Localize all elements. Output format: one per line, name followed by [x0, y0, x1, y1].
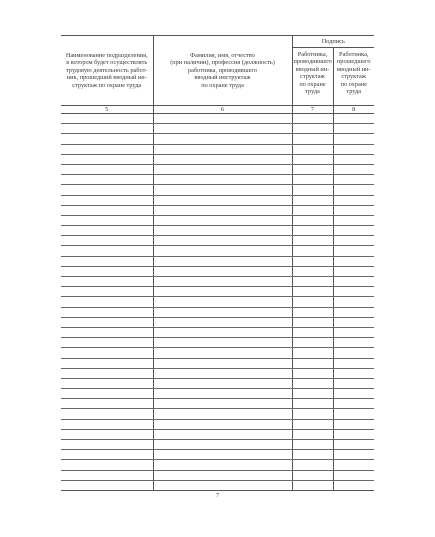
- table-cell-col7[interactable]: [292, 419, 333, 429]
- table-cell-col5[interactable]: [61, 226, 153, 236]
- table-cell-col5[interactable]: [61, 124, 153, 134]
- table-cell-col6[interactable]: [153, 480, 292, 490]
- table-cell-col5[interactable]: [61, 470, 153, 480]
- table-row: [61, 114, 374, 124]
- table-cell-col7[interactable]: [292, 287, 333, 297]
- table-cell-col8[interactable]: [333, 409, 374, 419]
- table-cell-col7[interactable]: [292, 175, 333, 185]
- table-cell-col5[interactable]: [61, 409, 153, 419]
- table-cell-col6[interactable]: [153, 358, 292, 368]
- table-row: [61, 215, 374, 225]
- table-cell-col6[interactable]: [153, 348, 292, 358]
- table-row: [61, 154, 374, 164]
- table-cell-col7[interactable]: [292, 460, 333, 470]
- table-cell-col5[interactable]: [61, 266, 153, 276]
- table-cell-col8[interactable]: [333, 114, 374, 124]
- header-col6-text: Фамилия, имя, отчество (при наличии), профессия (должность) работника, проводившего вводный инструктаж по охране труда: [170, 51, 275, 89]
- table-row: [61, 205, 374, 215]
- table-cell-col5[interactable]: [61, 317, 153, 327]
- table-cell-col7[interactable]: [292, 317, 333, 327]
- table-cell-col6[interactable]: [153, 215, 292, 225]
- table-row: [61, 429, 374, 439]
- table-cell-col7[interactable]: [292, 297, 333, 307]
- table-cell-col8[interactable]: [333, 480, 374, 490]
- table-cell-col8[interactable]: [333, 317, 374, 327]
- table-cell-col7[interactable]: [292, 185, 333, 195]
- table-cell-col6[interactable]: [153, 460, 292, 470]
- table-cell-col8[interactable]: [333, 134, 374, 144]
- table-cell-col5[interactable]: [61, 175, 153, 185]
- table-cell-col8[interactable]: [333, 236, 374, 246]
- table-row: [61, 409, 374, 419]
- table-cell-col6[interactable]: [153, 256, 292, 266]
- table-cell-col8[interactable]: [333, 389, 374, 399]
- table-cell-col8[interactable]: [333, 399, 374, 409]
- table-cell-col7[interactable]: [292, 164, 333, 174]
- table-cell-col8[interactable]: [333, 419, 374, 429]
- briefing-journal-table: [61, 35, 374, 491]
- table-cell-col6[interactable]: [153, 277, 292, 287]
- header-col6: [153, 36, 292, 106]
- table-row: [61, 470, 374, 480]
- table-cell-col6[interactable]: [153, 154, 292, 164]
- table-cell-col5[interactable]: [61, 114, 153, 124]
- table-cell-col6[interactable]: [153, 368, 292, 378]
- column-number-6: 6: [153, 106, 292, 114]
- table-row: [61, 389, 374, 399]
- table-cell-col7[interactable]: [292, 256, 333, 266]
- table-row: [61, 348, 374, 358]
- table-cell-col8[interactable]: [333, 470, 374, 480]
- table-cell-col5[interactable]: [61, 144, 153, 154]
- table-cell-col6[interactable]: [153, 175, 292, 185]
- table-cell-col6[interactable]: [153, 287, 292, 297]
- table-cell-col8[interactable]: [333, 246, 374, 256]
- table-cell-col5[interactable]: [61, 287, 153, 297]
- table-row: [61, 195, 374, 205]
- table-cell-col8[interactable]: [333, 277, 374, 287]
- table-row: [61, 378, 374, 388]
- table-cell-col6[interactable]: [153, 389, 292, 399]
- table-row: [61, 480, 374, 490]
- table-cell-col6[interactable]: [153, 440, 292, 450]
- table-row: [61, 266, 374, 276]
- header-col7-text: Работника, проводившего вводный ин- структаж по охране труда: [293, 51, 332, 96]
- table-row: [61, 419, 374, 429]
- table-cell-col8[interactable]: [333, 144, 374, 154]
- table-cell-col7[interactable]: [292, 226, 333, 236]
- column-number-7: 7: [292, 106, 333, 114]
- table-cell-col6[interactable]: [153, 399, 292, 409]
- table-cell-col7[interactable]: [292, 389, 333, 399]
- table-cell-col7[interactable]: [292, 327, 333, 337]
- table-cell-col7[interactable]: [292, 338, 333, 348]
- table-cell-col7[interactable]: [292, 215, 333, 225]
- table-cell-col5[interactable]: [61, 256, 153, 266]
- table-row: [61, 175, 374, 185]
- table-row: [61, 368, 374, 378]
- table-cell-col6[interactable]: [153, 450, 292, 460]
- table-row: [61, 287, 374, 297]
- header-col5: [61, 36, 153, 106]
- table-cell-col6[interactable]: [153, 195, 292, 205]
- table-row: [61, 297, 374, 307]
- table-cell-col5[interactable]: [61, 348, 153, 358]
- table-cell-col5[interactable]: [61, 154, 153, 164]
- table-cell-col7[interactable]: [292, 348, 333, 358]
- table-cell-col8[interactable]: [333, 287, 374, 297]
- header-col7: [292, 48, 333, 106]
- table-cell-col7[interactable]: [292, 266, 333, 276]
- table-cell-col5[interactable]: [61, 164, 153, 174]
- table-cell-col6[interactable]: [153, 226, 292, 236]
- table-cell-col8[interactable]: [333, 226, 374, 236]
- table-row: [61, 236, 374, 246]
- table-row: [61, 277, 374, 287]
- table-cell-col6[interactable]: [153, 297, 292, 307]
- table-row: [61, 185, 374, 195]
- table-cell-col8[interactable]: [333, 256, 374, 266]
- table-cell-col6[interactable]: [153, 307, 292, 317]
- table-cell-col8[interactable]: [333, 185, 374, 195]
- table-cell-col7[interactable]: [292, 236, 333, 246]
- table-row: [61, 226, 374, 236]
- table-cell-col8[interactable]: [333, 338, 374, 348]
- table-cell-col6[interactable]: [153, 317, 292, 327]
- table-cell-col7[interactable]: [292, 358, 333, 368]
- table-cell-col6[interactable]: [153, 327, 292, 337]
- table-cell-col7[interactable]: [292, 154, 333, 164]
- table-cell-col8[interactable]: [333, 195, 374, 205]
- table-cell-col5[interactable]: [61, 297, 153, 307]
- table-cell-col8[interactable]: [333, 205, 374, 215]
- table-cell-col6[interactable]: [153, 205, 292, 215]
- table-cell-col5[interactable]: [61, 368, 153, 378]
- table-cell-col6[interactable]: [153, 378, 292, 388]
- header-col5-text: Наименование подразделения, в котором будет осуществлять трудовую деятельность работ- ник, прошедший вводный ин- структаж по охране труда: [65, 51, 148, 89]
- table-cell-col7[interactable]: [292, 378, 333, 388]
- table-cell-col8[interactable]: [333, 378, 374, 388]
- table-cell-col5[interactable]: [61, 205, 153, 215]
- table-cell-col6[interactable]: [153, 246, 292, 256]
- table-cell-col5[interactable]: [61, 338, 153, 348]
- table-cell-col8[interactable]: [333, 307, 374, 317]
- table-row: [61, 460, 374, 470]
- table-cell-col7[interactable]: [292, 450, 333, 460]
- journal-body: [61, 114, 374, 491]
- table-cell-col8[interactable]: [333, 297, 374, 307]
- table-cell-col5[interactable]: [61, 277, 153, 287]
- header-col8: [333, 48, 374, 106]
- table-row: [61, 450, 374, 460]
- table-cell-col6[interactable]: [153, 470, 292, 480]
- table-row: [61, 327, 374, 337]
- table-cell-col6[interactable]: [153, 114, 292, 124]
- column-number-8: 8: [333, 106, 374, 114]
- table-cell-col8[interactable]: [333, 266, 374, 276]
- table-cell-col8[interactable]: [333, 215, 374, 225]
- table-cell-col6[interactable]: [153, 429, 292, 439]
- table-cell-col6[interactable]: [153, 144, 292, 154]
- table-cell-col8[interactable]: [333, 358, 374, 368]
- table-cell-col6[interactable]: [153, 164, 292, 174]
- table-cell-col5[interactable]: [61, 389, 153, 399]
- table-cell-col8[interactable]: [333, 460, 374, 470]
- table-cell-col8[interactable]: [333, 124, 374, 134]
- table-cell-col7[interactable]: [292, 368, 333, 378]
- table-cell-col7[interactable]: [292, 246, 333, 256]
- table-cell-col8[interactable]: [333, 175, 374, 185]
- page-number: 7: [215, 492, 220, 499]
- table-cell-col7[interactable]: [292, 399, 333, 409]
- table-cell-col8[interactable]: [333, 440, 374, 450]
- table-row: [61, 338, 374, 348]
- table-cell-col6[interactable]: [153, 185, 292, 195]
- table-row: [61, 134, 374, 144]
- table-cell-col7[interactable]: [292, 429, 333, 439]
- table-row: [61, 440, 374, 450]
- table-cell-col5[interactable]: [61, 246, 153, 256]
- table-cell-col7[interactable]: [292, 307, 333, 317]
- table-cell-col6[interactable]: [153, 409, 292, 419]
- table-cell-col8[interactable]: [333, 154, 374, 164]
- table-cell-col5[interactable]: [61, 378, 153, 388]
- table-cell-col8[interactable]: [333, 348, 374, 358]
- table-cell-col7[interactable]: [292, 205, 333, 215]
- table-cell-col7[interactable]: [292, 124, 333, 134]
- table-cell-col5[interactable]: [61, 419, 153, 429]
- column-number-5: 5: [61, 106, 153, 114]
- table-cell-col8[interactable]: [333, 164, 374, 174]
- table-cell-col7[interactable]: [292, 409, 333, 419]
- table-cell-col5[interactable]: [61, 134, 153, 144]
- table-row: [61, 144, 374, 154]
- table-row: [61, 358, 374, 368]
- table-cell-col6[interactable]: [153, 124, 292, 134]
- table-cell-col5[interactable]: [61, 440, 153, 450]
- table-cell-col7[interactable]: [292, 440, 333, 450]
- table-cell-col5[interactable]: [61, 185, 153, 195]
- table-cell-col6[interactable]: [153, 236, 292, 246]
- table-cell-col6[interactable]: [153, 338, 292, 348]
- table-cell-col6[interactable]: [153, 266, 292, 276]
- table-cell-col7[interactable]: [292, 277, 333, 287]
- table-cell-col8[interactable]: [333, 327, 374, 337]
- header-signature-group: Подпись: [292, 36, 374, 48]
- table-cell-col6[interactable]: [153, 134, 292, 144]
- table-cell-col5[interactable]: [61, 327, 153, 337]
- table-cell-col8[interactable]: [333, 429, 374, 439]
- table-cell-col7[interactable]: [292, 480, 333, 490]
- table-cell-col5[interactable]: [61, 307, 153, 317]
- table-cell-col8[interactable]: [333, 368, 374, 378]
- table-row: [61, 246, 374, 256]
- table-cell-col7[interactable]: [292, 134, 333, 144]
- table-row: [61, 164, 374, 174]
- table-row: [61, 256, 374, 266]
- table-cell-col7[interactable]: [292, 114, 333, 124]
- table-row: [61, 399, 374, 409]
- table-cell-col7[interactable]: [292, 195, 333, 205]
- table-cell-col5[interactable]: [61, 399, 153, 409]
- table-cell-col7[interactable]: [292, 470, 333, 480]
- table-cell-col5[interactable]: [61, 480, 153, 490]
- table-row: [61, 307, 374, 317]
- table-row: [61, 124, 374, 134]
- table-cell-col5[interactable]: [61, 215, 153, 225]
- table-row: [61, 317, 374, 327]
- table-cell-col5[interactable]: [61, 460, 153, 470]
- table-cell-col7[interactable]: [292, 144, 333, 154]
- header-col8-text: Работника, прошедшего вводный ин- структаж по охране труда: [336, 51, 371, 96]
- table-cell-col5[interactable]: [61, 450, 153, 460]
- table-cell-col5[interactable]: [61, 358, 153, 368]
- table-cell-col6[interactable]: [153, 419, 292, 429]
- table-cell-col5[interactable]: [61, 429, 153, 439]
- table-cell-col5[interactable]: [61, 195, 153, 205]
- table-cell-col8[interactable]: [333, 450, 374, 460]
- table-cell-col5[interactable]: [61, 236, 153, 246]
